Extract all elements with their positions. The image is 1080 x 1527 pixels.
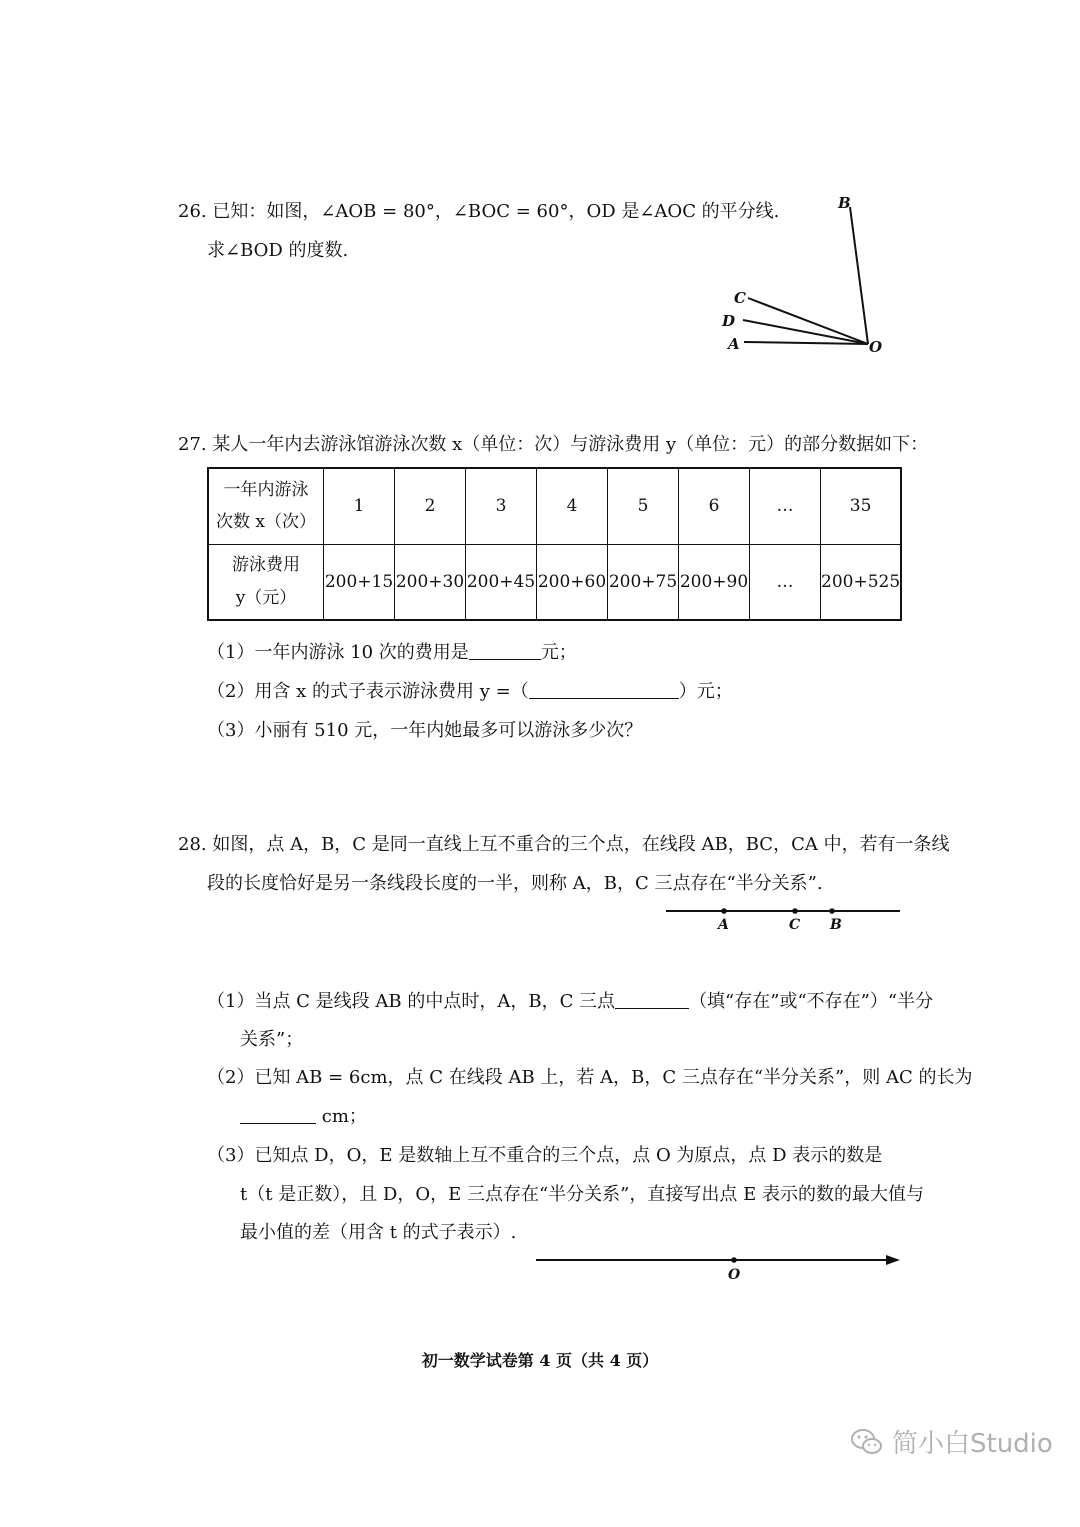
table-header-x: 一年内游泳 次数 x（次） <box>208 468 324 544</box>
point-a <box>721 908 727 914</box>
table-cell: 200+30 <box>395 544 466 620</box>
table-cell: 35 <box>821 468 902 544</box>
answer-blank[interactable] <box>469 641 541 660</box>
label-b: B <box>830 917 842 933</box>
q28-intro-line1: 28. 如图，点 A，B，C 是同一直线上互不重合的三个点，在线段 AB，BC，CA 中，若有一条线 <box>178 834 950 855</box>
table-row-y <box>208 544 901 620</box>
watermark <box>850 1423 1053 1460</box>
table-cell: 200+45 <box>466 544 537 620</box>
label-o: O <box>728 1267 741 1283</box>
label-a: A <box>718 917 729 933</box>
table-cell: 5 <box>608 468 679 544</box>
table-cell: 200+60 <box>537 544 608 620</box>
table-cell: 200+525 <box>821 544 902 620</box>
table-cell: 200+75 <box>608 544 679 620</box>
q27-part2: （2）用含 x 的式子表示游泳费用 y =（ ）元； <box>207 681 733 702</box>
q28-part3-line2: t（t 是正数），且 D，O，E 三点存在“半分关系”，直接写出点 E 表示的数的最大值与 <box>240 1184 924 1205</box>
q28-part2: （2）已知 AB = 6cm，点 C 在线段 AB 上，若 A，B，C 三点存在“半分关系”，则 AC 的长为 <box>207 1067 973 1088</box>
q27-data-table <box>207 467 902 621</box>
table-header-y: 游泳费用 y（元） <box>208 544 324 620</box>
q27-intro: 27. 某人一年内去游泳馆游泳次数 x（单位：次）与游泳费用 y（单位：元）的部分数据如下： <box>178 434 929 455</box>
q28-part1: （1）当点 C 是线段 AB 的中点时，A，B，C 三点 （填“存在”或“不存在”）“半分 <box>207 991 934 1012</box>
watermark-text: 简小白Studio <box>892 1429 1053 1459</box>
table-cell: 4 <box>537 468 608 544</box>
q28-segment-figure <box>660 898 905 938</box>
label-c: C <box>734 289 746 307</box>
ray-oc <box>748 298 868 344</box>
q28-part2-answer: cm； <box>240 1102 367 1128</box>
table-cell: … <box>750 468 821 544</box>
answer-blank[interactable] <box>529 680 679 699</box>
table-cell: … <box>750 544 821 620</box>
ray-oa <box>744 342 868 344</box>
label-a: A <box>728 335 740 353</box>
table-cell: 200+15 <box>324 544 395 620</box>
table-cell: 3 <box>466 468 537 544</box>
table-cell: 1 <box>324 468 395 544</box>
ray-ob <box>850 207 868 344</box>
point-b <box>829 908 835 914</box>
label-b: B <box>838 194 851 212</box>
label-d: D <box>722 312 736 330</box>
point-o <box>731 1257 737 1263</box>
table-row-x <box>208 468 901 544</box>
label-o: O <box>869 338 883 356</box>
answer-blank[interactable] <box>615 990 689 1009</box>
ray-od <box>743 320 868 344</box>
q28-part3-line3: 最小值的差（用含 t 的式子表示）. <box>240 1222 517 1243</box>
page-footer: 初一数学试卷第 4 页（共 4 页） <box>421 1351 659 1370</box>
answer-blank[interactable] <box>240 1105 316 1124</box>
q26-statement: 26. 已知：如图，∠AOB = 80°，∠BOC = 60°，OD 是∠AOC 的平分线. <box>178 201 780 222</box>
q28-intro-line2: 段的长度恰好是另一条线段长度的一半，则称 A，B，C 三点存在“半分关系”. <box>207 873 823 894</box>
arrow-head <box>886 1255 900 1265</box>
q27-part3: （3）小丽有 510 元，一年内她最多可以游泳多少次？ <box>207 720 643 741</box>
table-cell: 6 <box>679 468 750 544</box>
q28-number-line <box>530 1248 905 1284</box>
q28-part3-line1: （3）已知点 D，O，E 是数轴上互不重合的三个点，点 O 为原点，点 D 表示的数是 <box>207 1145 883 1166</box>
point-c <box>792 908 798 914</box>
q27-part1: （1）一年内游泳 10 次的费用是 元； <box>207 642 577 663</box>
q26-angle-figure <box>700 185 910 365</box>
table-cell: 2 <box>395 468 466 544</box>
table-cell: 200+90 <box>679 544 750 620</box>
q26-task: 求∠BOD 的度数. <box>207 240 349 261</box>
q28-part1-line2: 关系”； <box>240 1029 304 1050</box>
label-c: C <box>789 917 801 933</box>
wechat-icon <box>850 1427 884 1457</box>
